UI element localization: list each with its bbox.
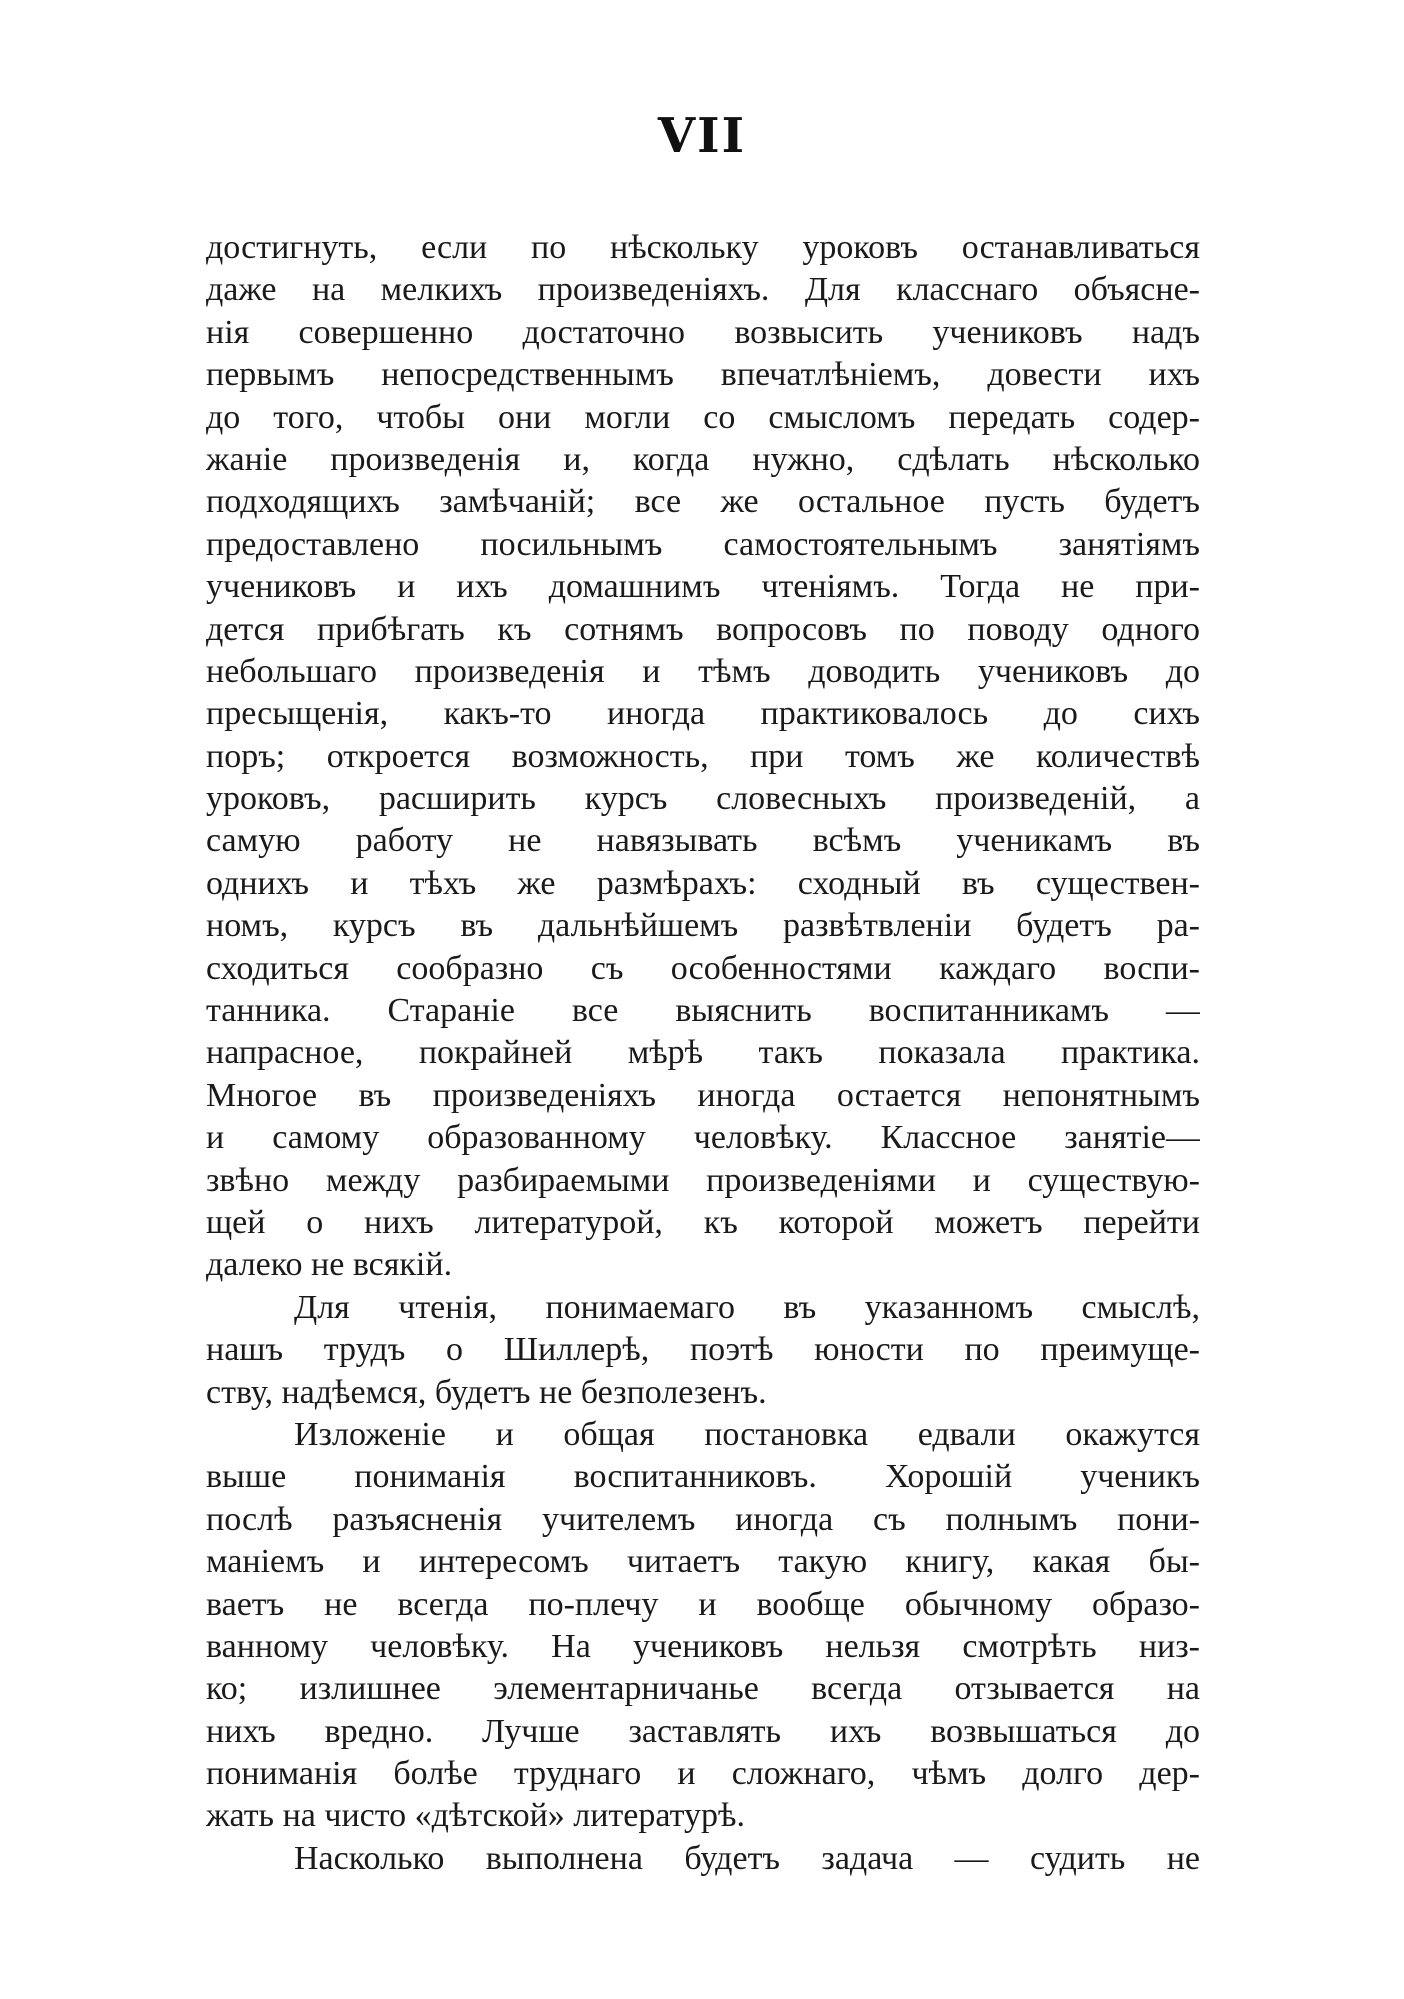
text-line: небольшаго произведенія и тѣмъ доводить учениковъ до [206,652,1200,690]
body-text [206,227,1200,1880]
text-line: ко; излишнее элементарничанье всегда отзывается на [206,1670,1200,1708]
text-line: щей о нихъ литературой, къ которой можетъ перейти [206,1203,1200,1241]
text-line: уроковъ, расширить курсъ словесныхъ произведеній, а [206,780,1200,818]
text-line: предоставлено посильнымъ самостоятельнымъ занятіямъ [206,525,1200,563]
text-line: далеко не всякій. [206,1246,453,1284]
text-line: Изложеніе и общая постановка едвали окажутся [294,1415,1200,1453]
text-line: выше пониманія воспитанниковъ. Хорошій ученикъ [206,1458,1200,1496]
text-line: однихъ и тѣхъ же размѣрахъ: сходный въ существен- [206,864,1200,902]
text-line: пониманія болѣе труднаго и сложнаго, чѣмъ долго дер- [206,1755,1200,1793]
text-line: напрасное, покрайней мѣрѣ такъ показала практика. [206,1034,1200,1072]
text-line: учениковъ и ихъ домашнимъ чтеніямъ. Тогда не при- [206,568,1200,606]
text-line: даже на мелкихъ произведеніяхъ. Для класснаго объясне- [206,271,1200,309]
text-line: номъ, курсъ въ дальнѣйшемъ развѣтвленіи будетъ ра- [206,907,1200,945]
text-line: жать на чисто «дѣтской» литературѣ. [206,1797,745,1835]
text-line: ваетъ не всегда по-плечу и вообще обычному образо- [206,1585,1200,1623]
text-line: сходиться сообразно съ особенностями каждаго воспи- [206,949,1200,987]
text-line: Насколько выполнена будетъ задача — судить не [294,1839,1200,1877]
text-line: самую работу не навязывать всѣмъ ученикамъ въ [206,822,1200,860]
text-line: нія совершенно достаточно возвысить учениковъ надъ [206,313,1200,351]
text-line: жаніе произведенія и, когда нужно, сдѣлать нѣсколько [206,440,1200,478]
text-line: маніемъ и интересомъ читаетъ такую книгу, какая бы- [206,1543,1200,1581]
text-line: ству, надѣемся, будетъ не безполезенъ. [206,1373,767,1411]
text-line: ванному человѣку. На учениковъ нельзя смотрѣть низ- [206,1627,1200,1665]
text-line: поръ; откроется возможность, при томъ же количествѣ [206,737,1200,775]
text-line: Для чтенія, понимаемаго въ указанномъ смыслѣ, [294,1288,1200,1326]
text-line: подходящихъ замѣчаній; все же остальное пусть будетъ [206,483,1200,521]
text-line: и самому образованному человѣку. Классное занятіе— [206,1119,1200,1157]
text-line: Многое въ произведеніяхъ иногда остается непонятнымъ [206,1076,1200,1114]
text-line: нихъ вредно. Лучше заставлять ихъ возвышаться до [206,1712,1200,1750]
text-line: достигнуть, если по нѣскольку уроковъ останавливаться [206,229,1200,266]
text-line: нашъ трудъ о Шиллерѣ, поэтѣ юности по преимуще- [206,1331,1200,1369]
page-number: VII [657,108,747,164]
text-line: до того, чтобы они могли со смысломъ передать содер- [206,398,1200,436]
text-line: дется прибѣгать къ сотнямъ вопросовъ по поводу одного [206,610,1200,648]
text-line: послѣ разъясненія учителемъ иногда съ полнымъ пони- [206,1500,1200,1538]
text-line: пресыщенія, какъ-то иногда практиковалось до сихъ [206,695,1200,733]
text-line: первымъ непосредственнымъ впечатлѣніемъ, довести ихъ [206,356,1200,394]
text-line: звѣно между разбираемыми произведеніями и существую- [206,1161,1200,1199]
text-line: танника. Стараніе все выяснить воспитанникамъ — [206,992,1200,1030]
